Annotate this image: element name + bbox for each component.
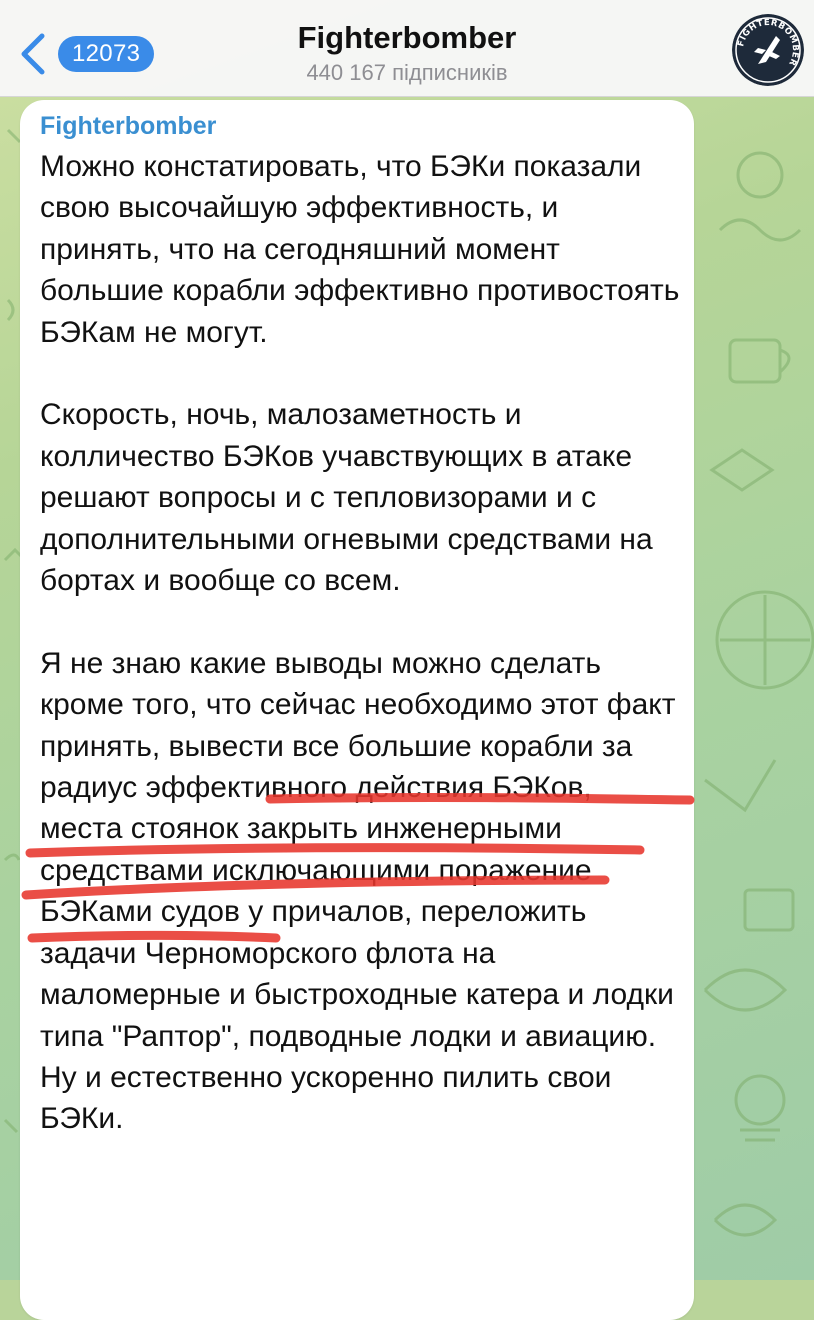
subscriber-count: 440 167 підписників	[306, 60, 508, 85]
message-paragraph: Я не знаю какие выводы можно сделать кроме того, что сейчас необходимо этот факт принять, вывести все большие корабли за радиус эффективного действия БЭКов, места стоянок закрыть инженерными средствами исключающими поражение БЭКами судов у причалов, переложить задачи Черноморского флота на маломерные и быстроходные катера и лодки типа "Раптор", подводные лодки и авиацию.	[40, 646, 676, 1053]
channel-avatar[interactable]	[732, 14, 804, 86]
message-paragraph: Скорость, ночь, малозаметность и колличество БЭКов учавствующих в атаке решают вопросы и с тепловизорами и с дополнительными огневыми средствами на бортах и вообще со всем.	[40, 398, 653, 598]
message-bubble[interactable]	[20, 100, 694, 1320]
channel-title[interactable]: Fighterbomber	[297, 20, 517, 55]
message-paragraph: Можно констатировать, что БЭКи показали свою высочайшую эффективность, и принять, что на сегодняшний момент большие корабли эффективно противостоять БЭКам не могут.	[40, 150, 680, 349]
message-text	[40, 146, 680, 1140]
chat-header	[0, 0, 814, 97]
message-paragraph: Ну и естественно ускоренно пилить свои БЭКи.	[40, 1060, 612, 1136]
fighterbomber-logo-icon	[732, 14, 804, 86]
unread-count-badge: 12073	[58, 36, 154, 72]
message-sender[interactable]: Fighterbomber	[40, 112, 217, 140]
svg-text:FIGHTERBOMBER: FIGHTERBOMBER	[736, 17, 801, 68]
